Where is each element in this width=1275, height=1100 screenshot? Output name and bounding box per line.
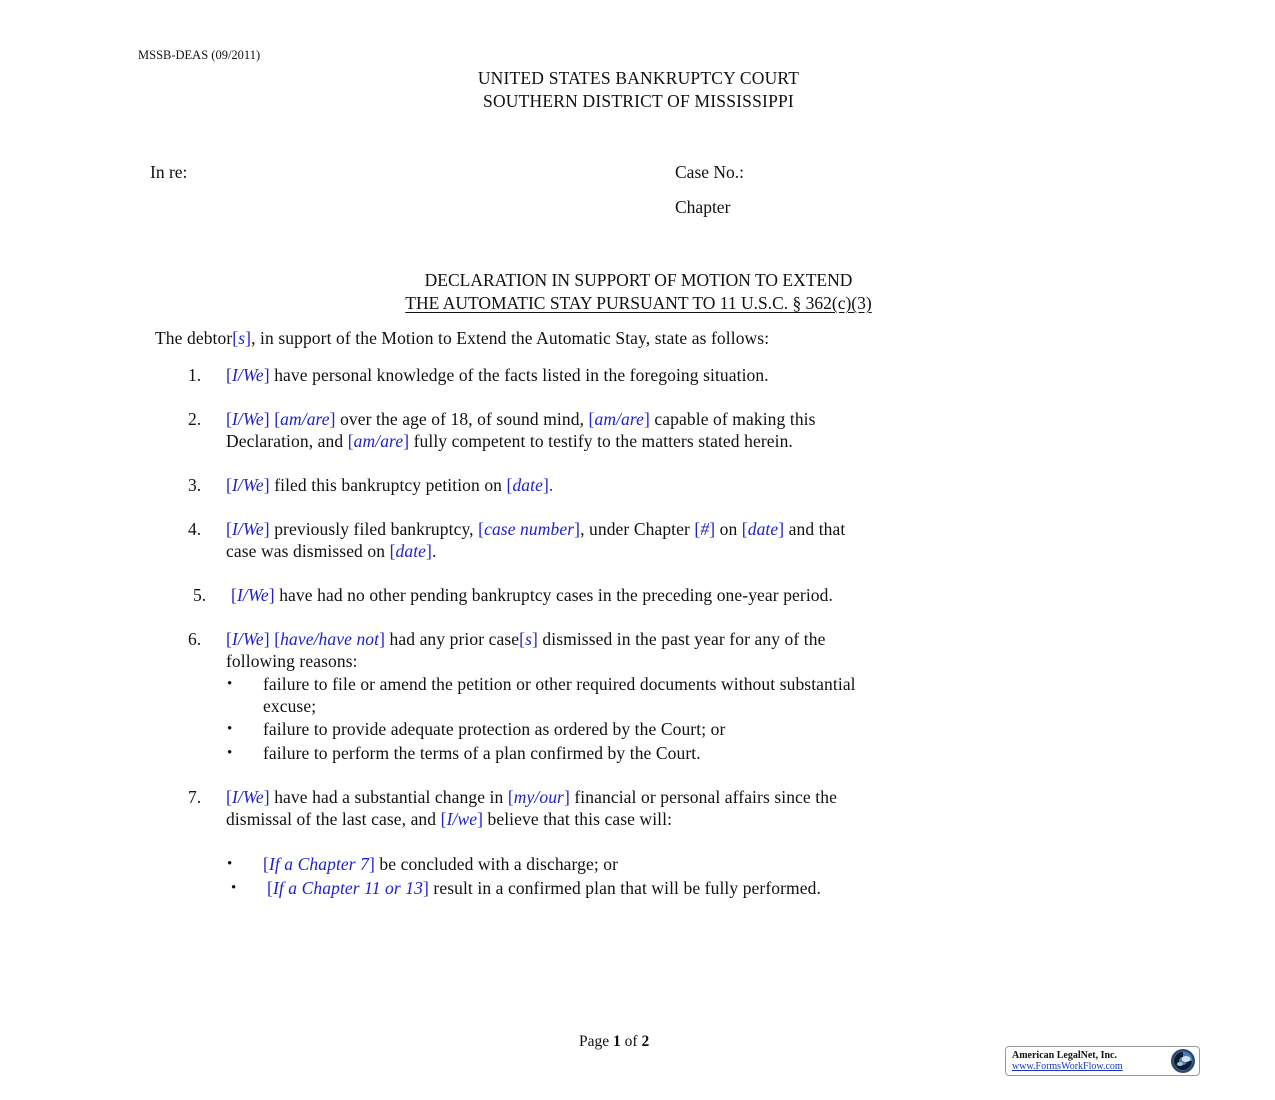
document-title-line1: DECLARATION IN SUPPORT OF MOTION TO EXTEND [424,270,853,290]
placeholder-date[interactable]: [date]. [506,475,554,495]
badge-company-name: American LegalNet, Inc. [1012,1050,1117,1061]
chapter-label: Chapter [675,197,731,217]
item-3-number: 3. [188,475,202,495]
bullet-icon: • [227,721,233,737]
page-indicator: Page 1 of 2 [579,1033,650,1050]
item-5-number: 5. [193,585,207,605]
placeholder-i-we[interactable]: [I/We] [226,409,270,429]
placeholder-chapter-11-13[interactable]: [If a Chapter 11 or 13] [267,878,429,898]
in-re-label: In re: [150,162,188,182]
globe-logo-icon [1170,1048,1196,1074]
placeholder-my-our[interactable]: [my/our] [507,787,570,807]
item-4-text-line1: [I/We] previously filed bankruptcy, [case number], under Chapter [#] on [date] and that [226,519,846,539]
item-6-bullet-3: failure to perform the terms of a plan confirmed by the Court. [263,743,701,763]
placeholder-date[interactable]: [date] [389,541,432,561]
item-7-text-line2: dismissal of the last case, and [I/we] believe that this case will: [226,809,673,829]
intro-pre: The debtor [155,328,233,348]
document-title-line2-text: THE AUTOMATIC STAY PURSUANT TO 11 U.S.C. § 362(c)(3) [405,293,872,313]
item-6-text-line1: [I/We] [have/have not] had any prior case[s] dismissed in the past year for any of the [226,629,826,649]
placeholder-chapter-7[interactable]: [If a Chapter 7] [263,854,375,874]
court-district: SOUTHERN DISTRICT OF MISSISSIPPI [483,91,794,111]
item-6-text-line2: following reasons: [226,651,358,671]
bullet-icon: • [227,745,233,761]
item-4-number: 4. [188,519,202,539]
item-2-text-line2: Declaration, and [am/are] fully competent to testify to the matters stated herein. [226,431,793,451]
placeholder-i-we[interactable]: [I/We] [226,787,270,807]
placeholder-have-have-not[interactable]: [have/have not] [274,629,386,649]
court-name: UNITED STATES BANKRUPTCY COURT [477,68,800,88]
item-6-bullet-1-cont: excuse; [263,696,317,716]
item-6-number: 6. [188,629,202,649]
bullet-icon: • [227,676,233,692]
placeholder-i-we[interactable]: [I/We] [226,475,270,495]
item-3-text: [I/We] filed this bankruptcy petition on [date]. [226,475,554,495]
placeholder-case-number[interactable]: [case number] [478,519,581,539]
placeholder-i-we[interactable]: [I/We] [226,629,270,649]
item-1-text: [I/We] have personal knowledge of the facts listed in the foregoing situation. [226,365,769,385]
form-id: MSSB-DEAS (09/2011) [138,48,261,62]
placeholder-i-we[interactable]: [I/We] [226,519,270,539]
case-no-label: Case No.: [675,162,745,182]
item-7-bullet-1: [If a Chapter 7] be concluded with a discharge; or [263,854,619,874]
placeholder-date[interactable]: [date] [741,519,785,539]
item-1-number: 1. [188,365,202,385]
item-2-number: 2. [188,409,202,429]
item-4-text-line2: case was dismissed on [date]. [226,541,437,561]
intro-paragraph [155,328,769,349]
placeholder-chapter-number[interactable]: [#] [694,519,716,539]
item-6-bullet-1: failure to file or amend the petition or other required documents without substantial [263,674,856,694]
american-legalnet-badge[interactable] [1005,1046,1200,1076]
item-6-bullet-2: failure to provide adequate protection as ordered by the Court; or [263,719,726,739]
item-2-text-line1: [I/We] [am/are] over the age of 18, of sound mind, [am/are] capable of making this [226,409,816,429]
bullet-icon: • [231,880,237,896]
item-7-number: 7. [188,787,202,807]
placeholder-i-we[interactable]: [I/We] [231,585,275,605]
bullet-icon: • [227,856,233,872]
placeholder-am-are[interactable]: [am/are] [588,409,650,429]
intro-post: , in support of the Motion to Extend the Automatic Stay, state as follows: [251,328,770,348]
placeholder-i-we[interactable]: [I/We] [226,365,270,385]
badge-url-link[interactable]: www.FormsWorkFlow.com [1012,1061,1123,1072]
item-7-bullet-2: [If a Chapter 11 or 13] result in a confirmed plan that will be fully performed. [267,878,821,898]
item-7-text-line1: [I/We] have had a substantial change in [my/our] financial or personal affairs since the [226,787,837,807]
placeholder-i-we[interactable]: [I/we] [440,809,484,829]
placeholder-am-are[interactable]: [am/are] [347,431,410,451]
item-5-text: [I/We] have had no other pending bankruptcy cases in the preceding one-year period. [231,585,833,605]
document-title-line2 [0,293,1275,314]
placeholder-am-are[interactable]: [am/are] [274,409,336,429]
placeholder-s[interactable]: [s] [519,629,538,649]
placeholder-s[interactable]: [s] [232,328,252,348]
